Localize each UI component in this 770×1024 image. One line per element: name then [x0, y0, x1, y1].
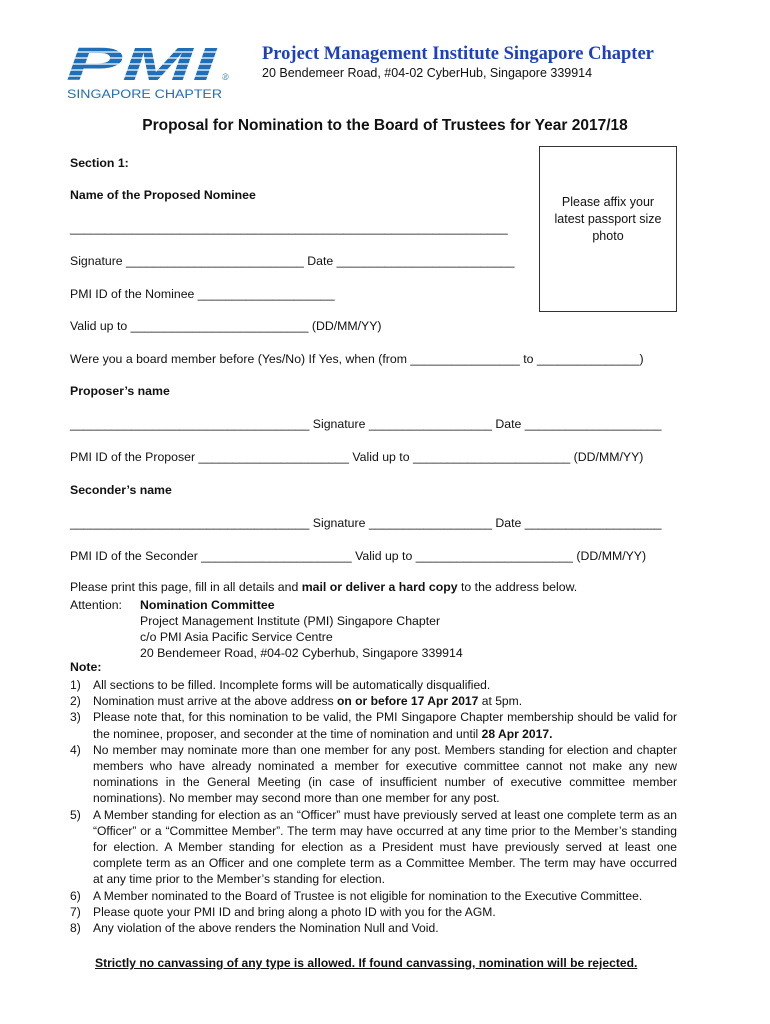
proposer-signature-field[interactable]: ___________________________________ Signature __________________ Date ____________________	[70, 417, 662, 431]
note-text: A Member nominated to the Board of Trustee is not eligible for nomination to the Executive Committee.	[93, 888, 643, 903]
note-text: Nomination must arrive at the above address	[93, 694, 338, 709]
note-number: 3)	[70, 710, 81, 725]
proposer-pmi-id-field[interactable]: PMI ID of the Proposer ______________________ Valid up to _______________________ (DD/MM/YY)	[70, 450, 644, 464]
note-text: Please quote your PMI ID and bring along a photo ID with you for the AGM.	[93, 904, 496, 919]
photo-box-line-3: photo	[592, 229, 624, 243]
note-text: All sections to be filled. Incomplete forms will be automatically disqualified.	[93, 678, 491, 692]
document-title: Proposal for Nomination to the Board of Trustees for Year 2017/18	[142, 117, 628, 134]
print-instructions	[70, 580, 577, 594]
nominee-pmi-id-field[interactable]: PMI ID of the Nominee ____________________	[70, 287, 335, 301]
address-line-2: c/o PMI Asia Pacific Service Centre	[140, 630, 333, 644]
note-number: 6)	[70, 888, 81, 903]
note-item	[70, 904, 677, 920]
note-number: 8)	[70, 921, 81, 936]
note-text: at 5pm.	[478, 694, 523, 709]
note-text: A Member standing for election as an “Officer” must have previously served at least one complete term as an “Officer” or a “Committee Member”. The term may have occurred at any time prior to the Member’s standing for election. A Member standing for election as a President must have previously served at least one complete term as an Officer and one complete term as a Committee Member. The term may have occurred at any time prior to the Member’s standing for election.	[93, 807, 677, 887]
note-item	[70, 888, 677, 904]
note-number: 7)	[70, 904, 81, 919]
note-text: Any violation of the above renders the Nomination Null and Void.	[93, 921, 439, 936]
note-number: 4)	[70, 742, 81, 757]
note-item	[70, 742, 677, 807]
note-deadline: on or before 17 Apr 2017	[337, 694, 479, 709]
note-number: 5)	[70, 807, 81, 822]
logo-registered-mark: ®	[222, 72, 229, 82]
address-line-3: 20 Bendemeer Road, #04-02 Cyberhub, Singapore 339914	[140, 646, 463, 660]
photo-box-line-2: latest passport size	[554, 212, 662, 226]
notes-heading: Note:	[70, 660, 102, 674]
note-item	[70, 693, 677, 709]
attention-name: Nomination Committee	[140, 598, 275, 612]
seconder-signature-field[interactable]: ___________________________________ Signature __________________ Date ____________________	[70, 516, 662, 530]
note-number: 2)	[70, 694, 81, 709]
seconder-pmi-id-field[interactable]: PMI ID of the Seconder ______________________ Valid up to _______________________ (DD/MM/YY)	[70, 549, 647, 563]
note-text: Please note that, for this nomination to be valid, the PMI Singapore Chapter membership should be valid for the nominee, proposer, and seconder at the time of nomination and until	[93, 710, 677, 741]
note-item	[70, 677, 677, 693]
note-text: No member may nominate more than one member for any post. Members standing for election and chapter members who have already nominated a member for executive committee cannot not make any new nominations in the General Meeting (in case of insufficient number of executive committee member nominations). No member may second more than one member for any post.	[93, 742, 677, 806]
board-member-before-field[interactable]: Were you a board member before (Yes/No) If Yes, when (from ________________ to _______________)	[70, 352, 644, 366]
address-line-1: Project Management Institute (PMI) Singapore Chapter	[140, 614, 441, 628]
nominee-name-field[interactable]: ________________________________________________________________	[70, 221, 508, 235]
notes-list	[70, 677, 677, 936]
org-address: 20 Bendemeer Road, #04-02 CyberHub, Singapore 339914	[262, 66, 593, 80]
note-item	[70, 920, 677, 936]
instructions-pre: Please print this page, fill in all details and	[70, 580, 302, 594]
pmi-singapore-logo	[66, 42, 236, 102]
proposer-heading: Proposer’s name	[70, 384, 170, 398]
instructions-post: to the address below.	[457, 580, 578, 594]
org-name: Project Management Institute Singapore Chapter	[262, 44, 654, 64]
logo-text: PMI	[66, 42, 219, 90]
canvassing-warning: Strictly no canvassing of any type is allowed. If found canvassing, nomination will be rejected.	[95, 956, 638, 970]
nominee-valid-up-to-field[interactable]: Valid up to __________________________ (DD/MM/YY)	[70, 319, 382, 333]
instructions-bold: mail or deliver a hard copy	[301, 580, 458, 594]
note-valid-until: 28 Apr 2017.	[481, 726, 553, 741]
photo-box-line-1: Please affix your	[561, 195, 655, 209]
attention-label: Attention:	[70, 598, 122, 612]
note-item	[70, 709, 677, 741]
nominee-signature-date-field[interactable]: Signature __________________________ Date __________________________	[70, 254, 515, 268]
seconder-heading: Seconder’s name	[70, 483, 172, 497]
passport-photo-box[interactable]	[539, 146, 677, 312]
section-1-heading: Section 1:	[70, 156, 129, 170]
note-item	[70, 807, 677, 888]
nominee-name-label: Name of the Proposed Nominee	[70, 188, 256, 202]
note-number: 1)	[70, 678, 81, 692]
logo-subtitle: SINGAPORE CHAPTER	[67, 89, 222, 101]
